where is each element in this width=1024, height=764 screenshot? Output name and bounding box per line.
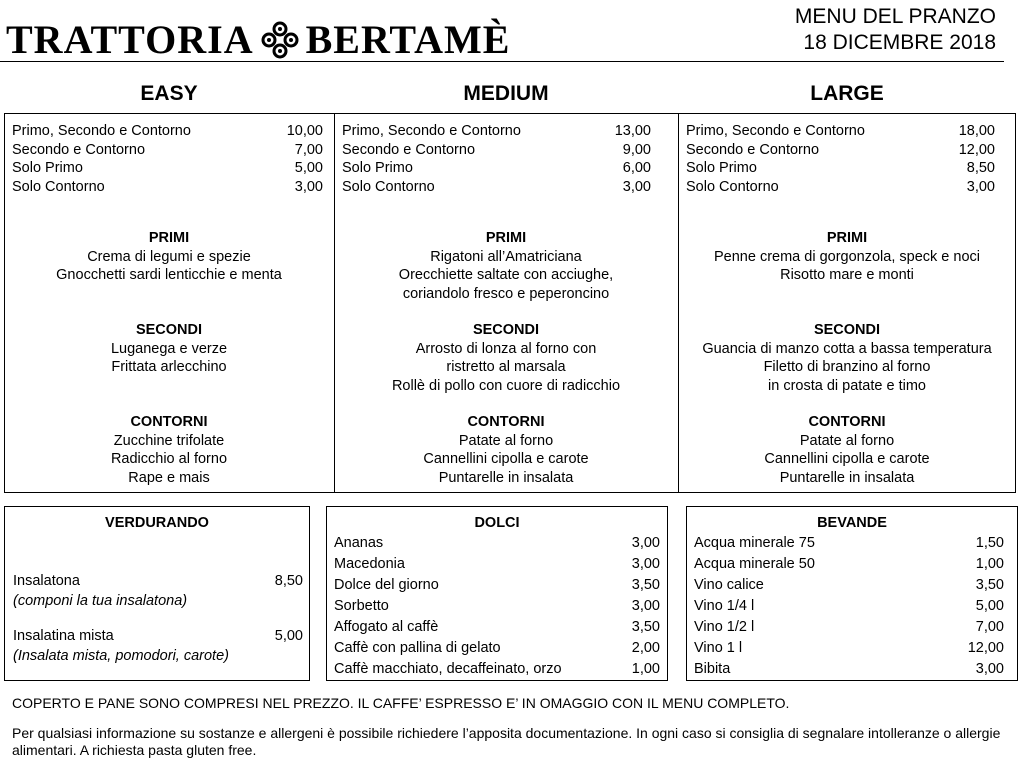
dish-item: Orecchiette saltate con acciughe,	[398, 267, 614, 283]
dish-item: Cannellini cipolla e carote	[764, 451, 930, 467]
secondi-section-medium	[334, 321, 678, 395]
section-title: CONTORNI	[130, 414, 208, 430]
item-label: Insalatina mista	[13, 628, 114, 644]
item-price: 7,00	[975, 619, 1004, 635]
item-label: Ananas	[334, 535, 384, 551]
price-row	[12, 178, 323, 197]
primi-section-easy	[4, 229, 334, 285]
dish-item: Arrosto di lonza al forno con	[415, 340, 597, 357]
primi-section-large	[678, 229, 1016, 285]
price-label: Primo, Secondo e Contorno	[686, 123, 865, 139]
item-price: 3,50	[631, 619, 660, 635]
menu-heading	[795, 4, 996, 56]
item-note: (Insalata mista, pomodori, carote)	[13, 648, 229, 664]
price-value: 3,00	[294, 178, 323, 195]
column-heading-easy: EASY	[140, 82, 198, 105]
price-label: Solo Contorno	[686, 178, 779, 195]
price-row	[686, 141, 995, 160]
item-row	[334, 554, 660, 575]
price-label: Secondo e Contorno	[342, 141, 476, 158]
item-row	[694, 554, 1004, 575]
item-price: 8,50	[274, 573, 303, 589]
price-value: 8,50	[966, 160, 995, 176]
price-label: Solo Primo	[686, 160, 757, 176]
price-value: 6,00	[622, 160, 651, 176]
item-row	[694, 575, 1004, 596]
price-label: Solo Contorno	[342, 178, 435, 195]
dish-item: Patate al forno	[458, 432, 554, 449]
dish-item: Puntarelle in insalata	[779, 469, 915, 486]
item-row	[13, 571, 303, 592]
menu-date: 18 DICEMBRE 2018	[803, 31, 996, 54]
price-list-medium	[342, 122, 651, 196]
price-value: 3,00	[622, 178, 651, 195]
verdurando-item	[13, 571, 303, 611]
section-title: PRIMI	[826, 230, 868, 246]
secondi-section-large	[678, 321, 1016, 395]
dish-item: Risotto mare e monti	[780, 267, 914, 283]
price-list-large	[686, 122, 995, 196]
section-title: SECONDI	[135, 322, 203, 338]
dish-item: Filetto di branzino al forno	[763, 359, 931, 375]
item-row	[694, 596, 1004, 617]
allergeni-note: Per qualsiasi informazione su sostanze e allergeni è possibile richiedere l’apposita documentazione. In ogni caso si consiglia di segnalare intolleranze o allergie alimentari. A richiesta pasta gluten free.	[12, 725, 1001, 758]
item-price: 3,00	[975, 661, 1004, 677]
price-row	[686, 178, 995, 197]
section-title: PRIMI	[148, 230, 190, 246]
item-row	[334, 617, 660, 638]
brand-name-right: BERTAMÈ	[305, 16, 511, 62]
item-row	[694, 617, 1004, 638]
verdurando-item	[13, 626, 303, 666]
price-row	[12, 141, 323, 160]
dish-item: Patate al forno	[799, 432, 895, 449]
item-price: 2,00	[631, 640, 660, 656]
dish-item: Guancia di manzo cotta a bassa temperatura	[702, 340, 992, 357]
price-row	[342, 122, 651, 141]
secondi-section-easy	[4, 321, 334, 377]
verdurando-box	[4, 506, 310, 681]
price-value: 10,00	[286, 123, 323, 139]
item-price: 5,00	[975, 598, 1004, 614]
item-price: 12,00	[967, 640, 1004, 656]
price-row	[342, 141, 651, 160]
section-title: SECONDI	[813, 322, 881, 338]
price-label: Solo Primo	[342, 160, 413, 176]
dish-item: ristretto al marsala	[446, 359, 566, 375]
dish-item: Crema di legumi e spezie	[87, 248, 251, 265]
item-price: 1,50	[975, 535, 1004, 551]
price-label: Secondo e Contorno	[12, 141, 146, 158]
item-row	[694, 533, 1004, 554]
price-value: 13,00	[614, 123, 651, 139]
item-label: Insalatona	[13, 573, 80, 589]
dish-item: in crosta di patate e timo	[768, 377, 926, 394]
price-row	[686, 122, 995, 141]
item-label: Dolce del giorno	[334, 577, 439, 593]
bevande-list	[694, 533, 1004, 680]
dish-item: Rollè di pollo con cuore di radicchio	[391, 377, 621, 394]
item-label: Macedonia	[334, 556, 405, 572]
brand-name-left: TRATTORIA	[6, 16, 254, 62]
price-row	[686, 159, 995, 178]
price-row	[342, 159, 651, 178]
item-note: (componi la tua insalatona)	[13, 593, 188, 609]
item-price: 3,50	[631, 577, 660, 593]
price-value: 5,00	[294, 160, 323, 176]
restaurant-logo	[6, 14, 510, 62]
bevande-box	[686, 506, 1018, 681]
item-row	[334, 575, 660, 596]
dish-item: Zucchine trifolate	[113, 432, 225, 449]
section-title: CONTORNI	[808, 414, 886, 430]
section-title: PRIMI	[485, 230, 527, 246]
dish-item: Gnocchetti sardi lenticchie e menta	[56, 267, 282, 283]
section-title: SECONDI	[472, 322, 540, 338]
item-row	[334, 533, 660, 554]
dish-item: Puntarelle in insalata	[438, 469, 574, 486]
price-value: 12,00	[958, 141, 995, 158]
item-price: 3,50	[975, 577, 1004, 593]
menu-title: MENU DEL PRANZO	[794, 5, 996, 28]
item-row	[694, 638, 1004, 659]
item-label: Sorbetto	[334, 598, 389, 614]
box-title: VERDURANDO	[105, 515, 209, 531]
box-title: DOLCI	[474, 515, 520, 531]
item-label: Caffè macchiato, decaffeinato, orzo	[334, 661, 562, 677]
price-row	[12, 159, 323, 178]
item-price: 5,00	[274, 628, 303, 644]
price-label: Secondo e Contorno	[686, 141, 820, 158]
item-price: 3,00	[631, 598, 660, 614]
item-label: Vino 1/4 l	[694, 598, 755, 614]
item-row	[13, 626, 303, 647]
dish-item: Rape e mais	[128, 469, 210, 486]
ornament-icon	[260, 20, 300, 60]
item-row	[334, 596, 660, 617]
contorni-section-medium	[334, 413, 678, 487]
price-label: Solo Contorno	[12, 178, 105, 195]
item-label: Caffè con pallina di gelato	[334, 640, 501, 656]
dish-item: Penne crema di gorgonzola, speck e noci	[714, 248, 980, 265]
item-price: 3,00	[631, 535, 660, 551]
dish-item: Frittata arlecchino	[111, 359, 227, 375]
item-label: Acqua minerale 75	[694, 535, 815, 551]
item-price: 1,00	[631, 661, 660, 677]
dish-item: Cannellini cipolla e carote	[423, 451, 589, 467]
price-row	[342, 178, 651, 197]
dish-item: Radicchio al forno	[110, 451, 228, 467]
price-row	[12, 122, 323, 141]
item-row	[334, 659, 660, 680]
dish-item: Rigatoni all’Amatriciana	[430, 248, 582, 265]
dish-item: Luganega e verze	[110, 340, 228, 357]
price-label: Solo Primo	[12, 160, 83, 176]
item-label: Affogato al caffè	[334, 619, 439, 635]
primi-section-medium	[334, 229, 678, 303]
item-row	[334, 638, 660, 659]
item-label: Vino calice	[694, 577, 764, 593]
price-list-easy	[12, 122, 323, 196]
box-title: BEVANDE	[817, 515, 887, 531]
item-price: 3,00	[631, 556, 660, 572]
item-label: Acqua minerale 50	[694, 556, 815, 572]
header-divider	[0, 61, 1004, 62]
item-price: 1,00	[975, 556, 1004, 572]
item-label: Vino 1 l	[694, 640, 743, 656]
item-label: Vino 1/2 l	[694, 619, 755, 635]
contorni-section-easy	[4, 413, 334, 487]
coperto-note: COPERTO E PANE SONO COMPRESI NEL PREZZO. IL CAFFE’ ESPRESSO E’ IN OMAGGIO CON IL MENU COMPLETO.	[12, 695, 790, 711]
dolci-box	[326, 506, 668, 681]
section-title: CONTORNI	[467, 414, 545, 430]
dolci-list	[334, 533, 660, 680]
price-value: 3,00	[966, 178, 995, 195]
price-value: 7,00	[294, 141, 323, 158]
price-label: Primo, Secondo e Contorno	[342, 123, 521, 139]
dish-item: coriandolo fresco e peperoncino	[402, 285, 610, 302]
column-heading-large: LARGE	[810, 82, 884, 105]
price-value: 9,00	[622, 141, 651, 158]
item-label: Bibita	[694, 661, 731, 677]
price-value: 18,00	[958, 123, 995, 139]
column-heading-medium: MEDIUM	[463, 82, 549, 105]
item-row	[694, 659, 1004, 680]
contorni-section-large	[678, 413, 1016, 487]
price-label: Primo, Secondo e Contorno	[12, 123, 191, 139]
